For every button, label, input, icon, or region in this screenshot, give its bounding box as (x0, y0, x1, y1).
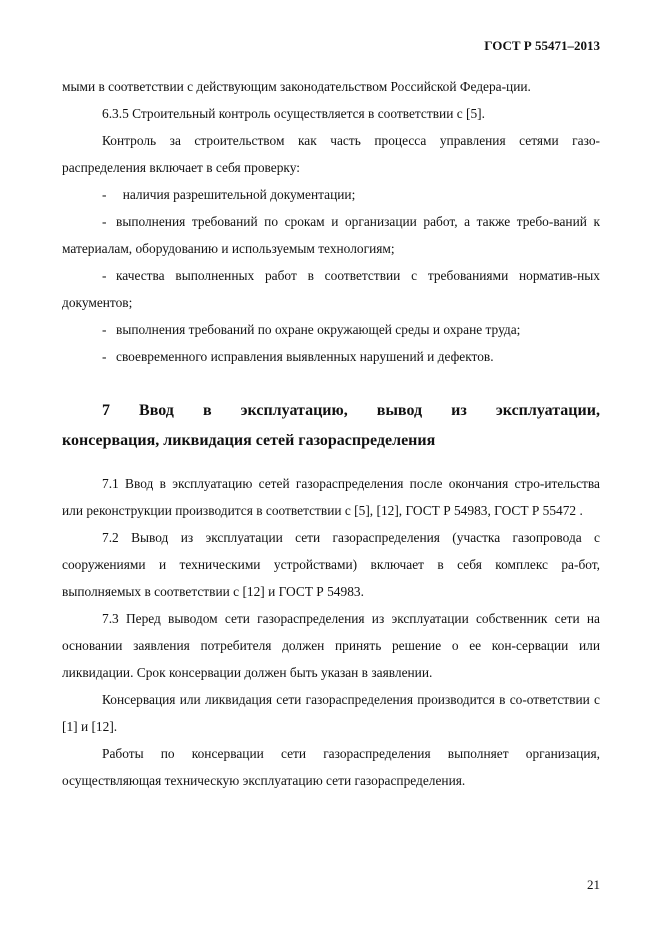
list-item (62, 181, 600, 208)
heading-word: вывод (376, 402, 423, 419)
section-number: 7 (102, 402, 110, 419)
list-item (62, 262, 600, 316)
bullet-list (62, 181, 600, 370)
intro-paragraph: мыми в соответствии с действующим законодательством Российской Федера-ции. (62, 79, 531, 94)
list-dash: - (102, 214, 107, 229)
page-number: 21 (587, 877, 600, 892)
list-dash: - (102, 187, 107, 202)
conservation-paragraph: Консервация или ликвидация сети газораспределения производится в со-ответствии с [1] и [12]. (62, 692, 600, 734)
list-dash: - (102, 349, 107, 364)
list-dash: - (102, 322, 107, 337)
clause-7-3: 7.3 Перед выводом сети газораспределения из эксплуатации собственник сети на основании заявления потребителя должен принять решение о ее кон-сервации или ликвидации. Срок консервации должен быть указан в заявлении. (62, 611, 600, 680)
heading-word: в (202, 402, 212, 419)
clause-7-2: 7.2 Вывод из эксплуатации сети газораспределения (участка газопровода с сооружениями и техническими устройствами) включает в себя комплекс ра-бот, выполняемых в соответствии с [12] и ГОСТ Р 54983. (62, 530, 600, 599)
heading-word: эксплуатации, (495, 402, 600, 419)
list-item (62, 208, 600, 262)
list-item-text: своевременного исправления выявленных нарушений и дефектов. (116, 349, 494, 364)
list-item-text: выполнения требований по срокам и организации работ, а также требо-ваний к материалам, оборудованию и используемым технологиям; (62, 214, 600, 256)
list-item (62, 343, 600, 370)
list-item-text: выполнения требований по охране окружающей среды и охране труда; (116, 322, 521, 337)
document-header: ГОСТ Р 55471–2013 (484, 38, 600, 53)
section-7-heading (62, 396, 600, 456)
list-dash: - (102, 268, 107, 283)
page-body (62, 73, 600, 794)
section-heading-line1 (62, 396, 600, 426)
list-item-text: наличия разрешительной документации; (122, 187, 356, 202)
list-item (62, 316, 600, 343)
heading-word: Ввод (139, 402, 174, 419)
list-item-text: качества выполненных работ в соответствии с требованиями норматив-ных документов; (62, 268, 600, 310)
clause-6-3-5: 6.3.5 Строительный контроль осуществляется в соответствии с [5]. (102, 106, 485, 121)
heading-word: эксплуатацию, (240, 402, 348, 419)
clause-7-1: 7.1 Ввод в эксплуатацию сетей газораспределения после окончания стро-ительства или реконструкции производится в соответствии с [5], [12], ГОСТ Р 54983, ГОСТ Р 55472 . (62, 476, 600, 518)
section-heading-line2: консервация, ликвидация сетей газораспределения (62, 432, 436, 449)
control-paragraph: Контроль за строительством как часть процесса управления сетями газо-распределения включает в себя проверку: (62, 133, 600, 175)
works-paragraph: Работы по консервации сети газораспределения выполняет организация, осуществляющая техническую эксплуатацию сети газораспределения. (62, 746, 600, 788)
heading-word: из (451, 402, 467, 419)
